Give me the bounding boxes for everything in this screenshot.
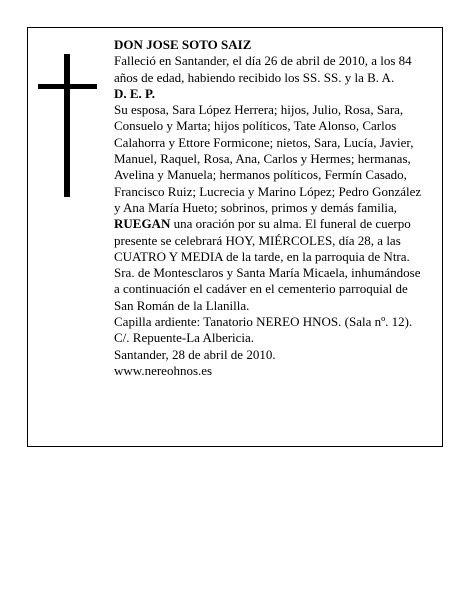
cross-icon-bar bbox=[38, 84, 97, 89]
chapel-info: Capilla ardiente: Tanatorio NEREO HNOS. (Sala nº. 12). C/. Repuente-La Albericia. bbox=[114, 314, 413, 346]
rip-line: D. E. P. bbox=[114, 85, 156, 101]
family-list: Su esposa, Sara López Herrera; hijos, Julio, Rosa, Sara, Consuelo y Marta; hijos políticos, Tate Alonso, Carlos Calahorra y Ettore Formicone; nietos, Sara, Lucía, Javier, Manuel, Raquel, Rosa, Ana, Carlos y Hermes; hermanas, Avelina y Manuela; hermanos políticos, Fermín Casado, Francisco Ruiz; Lucrecia y Marino López; Pedro González y Ana María Hueto; sobrinos, primos y demás familia, bbox=[114, 102, 422, 215]
deceased-name: DON JOSE SOTO SAIZ bbox=[114, 37, 252, 52]
website: www.nereohnos.es bbox=[114, 362, 213, 378]
death-notice: Falleció en Santander, el día 26 de abril de 2010, a los 84 años de edad, habiendo recibido los SS. SS. y la B. A. bbox=[114, 53, 412, 85]
funeral-request bbox=[114, 216, 422, 314]
place-date: Santander, 28 de abril de 2010. bbox=[114, 346, 276, 362]
request-word: RUEGAN bbox=[114, 216, 171, 232]
obituary-text bbox=[114, 37, 422, 379]
request-text: una oración por su alma. El funeral de cuerpo presente se celebrará HOY, MIÉRCOLES, día 28, a las CUATRO Y MEDIA de la tarde, en la parroquia de Ntra. Sra. de Montesclaros y Santa María Micaela, inhumándose a continuación el cadáver en el cementerio parroquial de San Román de la Llanilla. bbox=[114, 216, 421, 313]
cross-icon bbox=[64, 54, 70, 197]
